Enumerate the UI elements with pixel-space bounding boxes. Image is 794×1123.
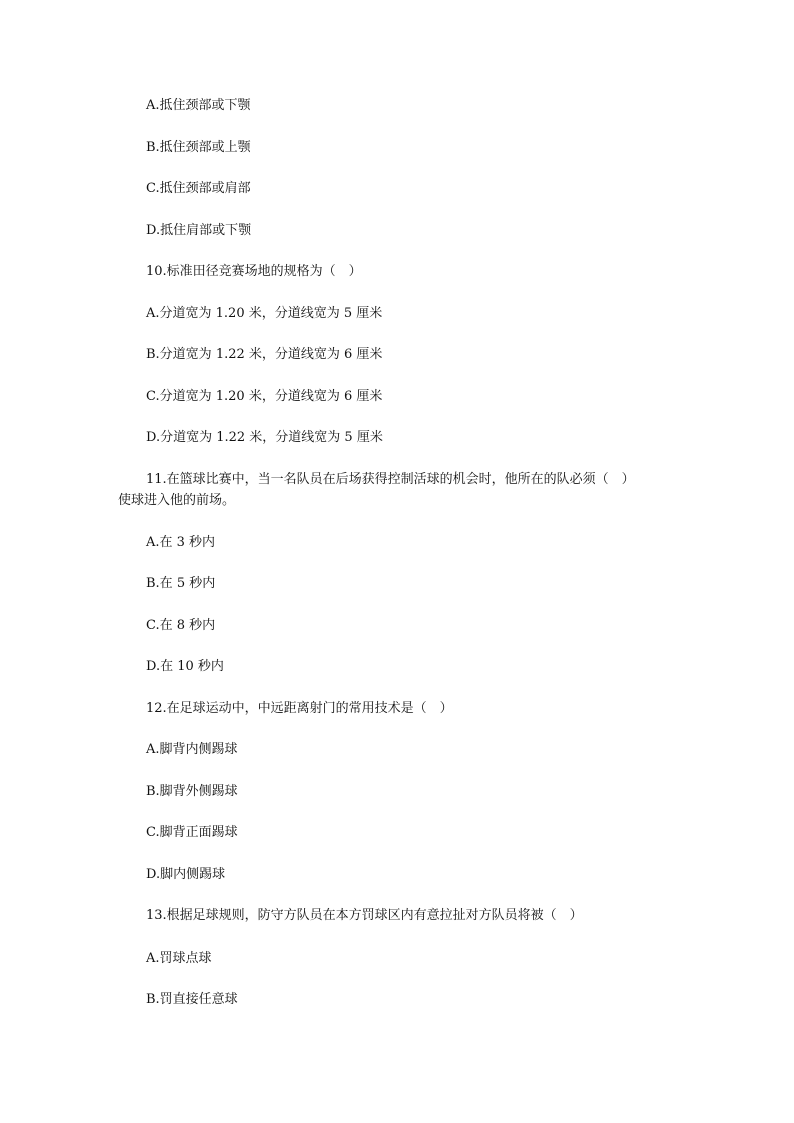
question-10-option-d: D.分道宽为 1.22 米，分道线宽为 5 厘米 xyxy=(146,430,383,445)
prev-question-option-c: C.抵住颈部或肩部 xyxy=(146,181,251,196)
question-13-option-b: B.罚直接任意球 xyxy=(146,992,238,1007)
question-11-option-a: A.在 3 秒内 xyxy=(146,535,216,550)
question-11-option-c: C.在 8 秒内 xyxy=(146,618,216,633)
question-11-option-d: D.在 10 秒内 xyxy=(146,659,224,674)
prev-question-option-b: B.抵住颈部或上颚 xyxy=(146,140,251,155)
prev-question-option-a: A.抵住颈部或下颚 xyxy=(146,98,251,113)
question-13-stem: 13.根据足球规则，防守方队员在本方罚球区内有意拉扯对方队员将被（ ） xyxy=(146,908,583,923)
question-11-stem-line-2: 使球进入他的前场。 xyxy=(118,493,236,508)
question-11-stem-line-1: 11.在篮球比赛中，当一名队员在后场获得控制活球的机会时，他所在的队必须（ ） xyxy=(146,472,635,487)
question-10-option-a: A.分道宽为 1.20 米，分道线宽为 5 厘米 xyxy=(146,306,383,321)
prev-question-option-d: D.抵住肩部或下颚 xyxy=(146,223,252,238)
question-12-stem: 12.在足球运动中，中远距离射门的常用技术是（ ） xyxy=(146,701,453,716)
question-12-option-d: D.脚内侧踢球 xyxy=(146,867,226,882)
question-12-option-c: C.脚背正面踢球 xyxy=(146,825,238,840)
question-10-stem: 10.标准田径竞赛场地的规格为（ ） xyxy=(146,264,362,279)
question-11-option-b: B.在 5 秒内 xyxy=(146,576,216,591)
question-10-option-b: B.分道宽为 1.22 米，分道线宽为 6 厘米 xyxy=(146,347,383,362)
question-12-option-a: A.脚背内侧踢球 xyxy=(146,742,238,757)
question-10-option-c: C.分道宽为 1.20 米，分道线宽为 6 厘米 xyxy=(146,389,383,404)
question-13-option-a: A.罚球点球 xyxy=(146,951,212,966)
question-12-option-b: B.脚背外侧踢球 xyxy=(146,784,238,799)
